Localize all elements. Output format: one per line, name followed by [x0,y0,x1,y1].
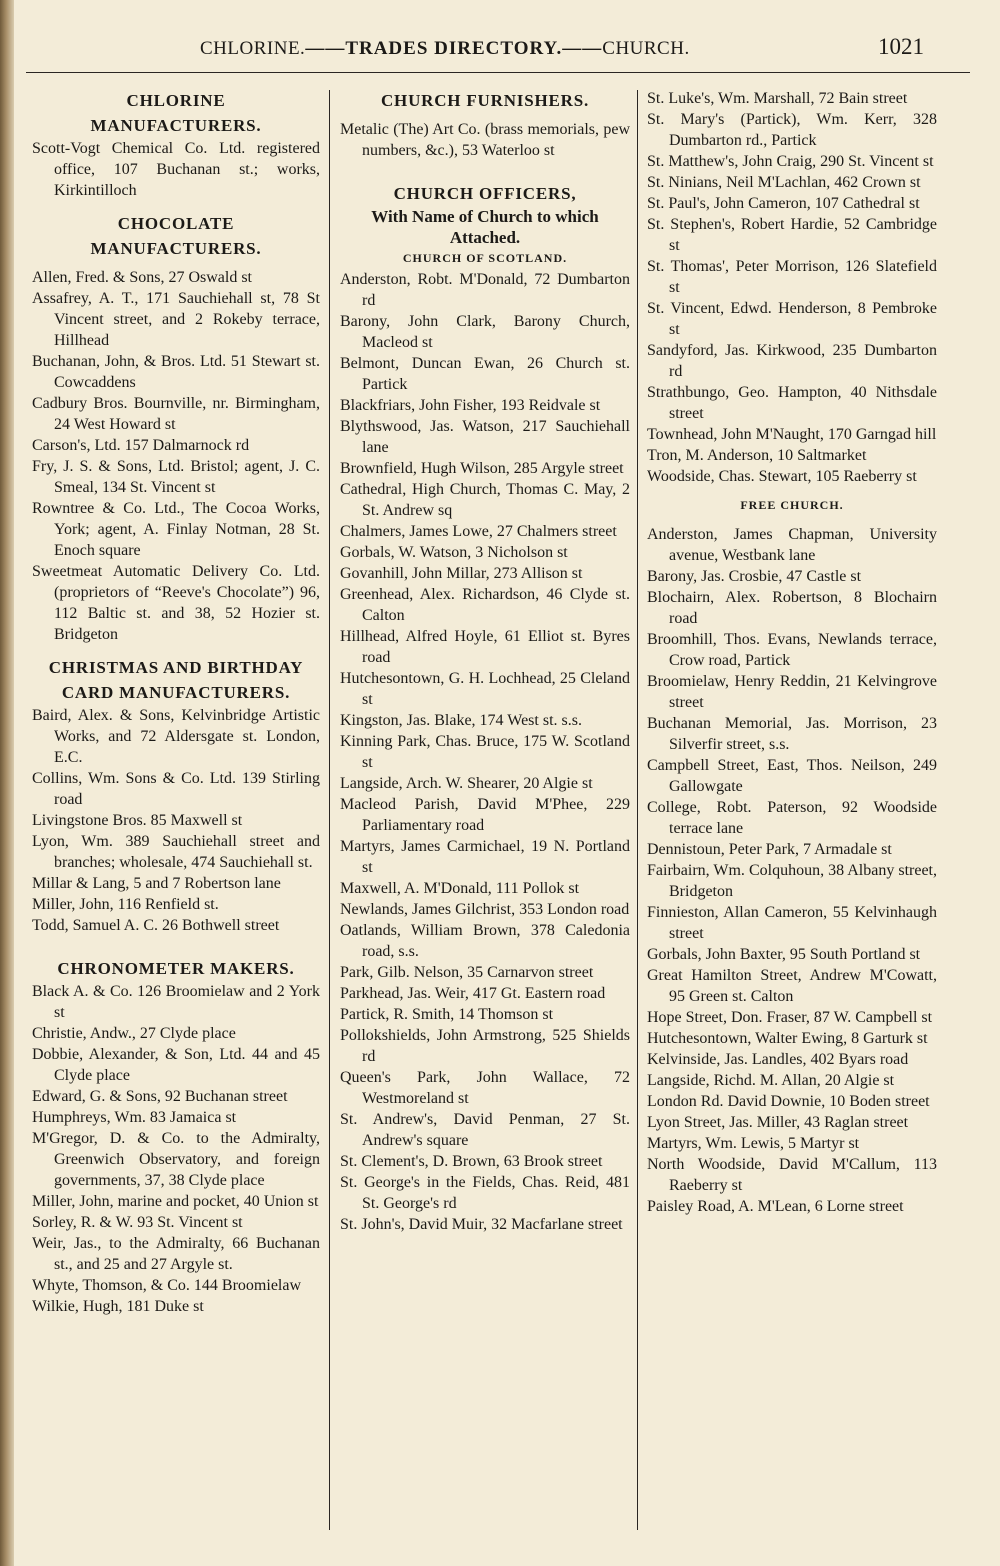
directory-entry: Cathedral, High Church, Thomas C. May, 2 St. Andrew sq [340,481,630,519]
directory-entry: Blythswood, Jas. Watson, 217 Sauchiehall lane [340,418,630,456]
directory-entry: Sorley, R. & W. 93 St. Vincent st [32,1214,243,1231]
directory-entry: Barony, Jas. Crosbie, 47 Castle st [647,568,862,585]
directory-entry: Park, Gilb. Nelson, 35 Carnarvon street [340,964,594,981]
directory-entry: Miller, John, 116 Renfield st. [32,896,219,913]
directory-entry: Collins, Wm. Sons & Co. Ltd. 139 Stirling road [32,770,320,808]
column-divider-2 [637,90,638,1530]
column-2 [340,88,630,1235]
section-heading-chocolate: CHOCOLATE [117,214,235,233]
directory-entry: Greenhead, Alex. Richardson, 46 Clyde st. Calton [340,586,630,624]
church-of-scotland-list [340,269,630,1235]
directory-entry: Martyrs, James Carmichael, 19 N. Portland st [340,838,630,876]
directory-entry: Anderston, Robt. M'Donald, 72 Dumbarton rd [340,271,630,309]
directory-entry: Gorbals, John Baxter, 95 South Portland st [647,946,921,963]
directory-entry: Fry, J. S. & Sons, Ltd. Bristol; agent, J. C. Smeal, 134 St. Vincent st [32,458,320,496]
directory-entry: Scott-Vogt Chemical Co. Ltd. registered office, 107 Buchanan st.; works, Kirkintilloch [32,140,320,199]
directory-entry: Blochairn, Alex. Robertson, 8 Blochairn road [647,589,937,627]
directory-entry: Woodside, Chas. Stewart, 105 Raeberry st [647,468,917,485]
church-officers-subheading-1: With Name of Church to which [371,207,599,226]
section-heading-chlorine-line2: MANUFACTURERS. [90,116,262,135]
directory-entry: Sweetmeat Automatic Delivery Co. Ltd. (proprietors of “Reeve's Chocolate”) 96, 112 Baltic st. and 38, 52 Hozier st. Bridgeton [32,563,320,643]
directory-entry: St. Mary's (Partick), Wm. Kerr, 328 Dumbarton rd., Partick [647,111,937,149]
directory-entry: Broomielaw, Henry Reddin, 21 Kelvingrove street [647,673,937,711]
directory-entry: Brownfield, Hugh Wilson, 285 Argyle street [340,460,624,477]
section-heading-chlorine: CHLORINE [126,91,226,110]
directory-entry: Townhead, John M'Naught, 170 Garngad hill [647,426,937,443]
directory-entry: Strathbungo, Geo. Hampton, 40 Nithsdale street [647,384,937,422]
directory-entry: Barony, John Clark, Barony Church, Macleod st [340,313,630,351]
directory-entry: Campbell Street, East, Thos. Neilson, 249 Gallowgate [647,757,937,795]
section-heading-christmas-line2: CARD MANUFACTURERS. [61,683,291,702]
directory-entry: Edward, G. & Sons, 92 Buchanan street [32,1088,288,1105]
directory-entry: North Woodside, David M'Callum, 113 Raeberry st [647,1156,937,1194]
directory-entry: Metalic (The) Art Co. (brass memorials, pew numbers, &c.), 53 Waterloo st [340,121,630,159]
directory-entry: Kelvinside, Jas. Landles, 402 Byars road [647,1051,909,1068]
christmas-list [32,705,320,936]
directory-entry: Buchanan Memorial, Jas. Morrison, 23 Silverfir street, s.s. [647,715,937,753]
header-rule [26,72,970,73]
running-head-center: ——TRADES DIRECTORY.—— [305,38,603,59]
column-1 [32,88,320,1317]
church-of-scotland-continued-list [647,88,937,487]
directory-entry: Humphreys, Wm. 83 Jamaica st [32,1109,237,1126]
directory-entry: St. Paul's, John Cameron, 107 Cathedral st [647,195,920,212]
directory-entry: Todd, Samuel A. C. 26 Bothwell street [32,917,280,934]
directory-entry: Langside, Arch. W. Shearer, 20 Algie st [340,775,593,792]
directory-entry: Kingston, Jas. Blake, 174 West st. s.s. [340,712,582,729]
directory-entry: Gorbals, W. Watson, 3 Nicholson st [340,544,568,561]
directory-entry: Sandyford, Jas. Kirkwood, 235 Dumbarton rd [647,342,937,380]
directory-entry: Pollokshields, John Armstrong, 525 Shields rd [340,1027,630,1065]
directory-entry: Macleod Parish, David M'Phee, 229 Parliamentary road [340,796,630,834]
directory-entry: Cadbury Bros. Bournville, nr. Birmingham, 24 West Howard st [32,395,320,433]
directory-entry: Livingstone Bros. 85 Maxwell st [32,812,243,829]
directory-entry: Chalmers, James Lowe, 27 Chalmers street [340,523,617,540]
directory-entry: St. Stephen's, Robert Hardie, 52 Cambridge st [647,216,937,254]
directory-entry: Hillhead, Alfred Hoyle, 61 Elliot st. Byres road [340,628,630,666]
section-heading-chronometer: CHRONOMETER MAKERS. [57,959,295,978]
subsection-heading-church-of-scotland: CHURCH OF SCOTLAND. [402,251,568,265]
directory-entry: Whyte, Thomson, & Co. 144 Broomielaw [32,1277,302,1294]
church-furnishers-list [340,119,630,161]
directory-entry: Belmont, Duncan Ewan, 26 Church st. Partick [340,355,630,393]
directory-entry: Finnieston, Allan Cameron, 55 Kelvinhaugh street [647,904,937,942]
chronometer-list [32,981,320,1317]
directory-entry: St. Ninians, Neil M'Lachlan, 462 Crown st [647,174,921,191]
directory-entry: Great Hamilton Street, Andrew M'Cowatt, 95 Green st. Calton [647,967,937,1005]
directory-entry: Millar & Lang, 5 and 7 Robertson lane [32,875,281,892]
directory-entry: St. Matthew's, John Craig, 290 St. Vincent st [647,153,934,170]
directory-entry: Black A. & Co. 126 Broomielaw and 2 York st [32,983,320,1021]
directory-entry: Newlands, James Gilchrist, 353 London road [340,901,630,918]
section-heading-church-officers: CHURCH OFFICERS, [393,184,577,203]
directory-entry: St. Clement's, D. Brown, 63 Brook street [340,1153,603,1170]
subsection-heading-free-church: FREE CHURCH. [740,498,844,512]
section-heading-chocolate-line2: MANUFACTURERS. [90,239,262,258]
directory-entry: St. George's in the Fields, Chas. Reid, 481 St. George's rd [340,1174,630,1212]
directory-entry: Parkhead, Jas. Weir, 417 Gt. Eastern road [340,985,606,1002]
directory-entry: Maxwell, A. M'Donald, 111 Pollok st [340,880,580,897]
directory-entry: St. Thomas', Peter Morrison, 126 Slatefield st [647,258,937,296]
directory-entry: Govanhill, John Millar, 273 Allison st [340,565,583,582]
directory-entry: Blackfriars, John Fisher, 193 Reidvale st [340,397,601,414]
directory-entry: Weir, Jas., to the Admiralty, 66 Buchanan st., and 25 and 27 Argyle st. [32,1235,320,1273]
chlorine-list [32,138,320,201]
directory-entry: Hutchesontown, Walter Ewing, 8 Garturk st [647,1030,928,1047]
church-officers-subheading-2: Attached. [449,228,521,247]
directory-entry: College, Robt. Paterson, 92 Woodside terrace lane [647,799,937,837]
directory-entry: Assafrey, A. T., 171 Sauchiehall st, 78 St Vincent street, and 2 Rokeby terrace, Hillhead [32,290,320,349]
directory-entry: Wilkie, Hugh, 181 Duke st [32,1298,204,1315]
directory-entry: Fairbairn, Wm. Colquhoun, 38 Albany street, Bridgeton [647,862,937,900]
directory-entry: Hutchesontown, G. H. Lochhead, 25 Cleland st [340,670,630,708]
directory-entry: Anderston, James Chapman, University avenue, Westbank lane [647,526,937,564]
free-church-list [647,524,937,1217]
directory-entry: Hope Street, Don. Fraser, 87 W. Campbell st [647,1009,933,1026]
running-head [200,38,740,60]
directory-entry: Kinning Park, Chas. Bruce, 175 W. Scotland st [340,733,630,771]
directory-entry: St. Luke's, Wm. Marshall, 72 Bain street [647,90,908,107]
directory-entry: Langside, Richd. M. Allan, 20 Algie st [647,1072,895,1089]
directory-entry: Baird, Alex. & Sons, Kelvinbridge Artistic Works, and 72 Aldersgate st. London, E.C. [32,707,320,766]
directory-entry: Queen's Park, John Wallace, 72 Westmoreland st [340,1069,630,1107]
directory-entry: Carson's, Ltd. 157 Dalmarnock rd [32,437,250,454]
directory-entry: Rowntree & Co. Ltd., The Cocoa Works, York; agent, A. Finlay Notman, 28 St. Enoch square [32,500,320,559]
directory-entry: Lyon, Wm. 389 Sauchiehall street and branches; wholesale, 474 Sauchiehall st. [32,833,320,871]
section-heading-church-furnishers: CHURCH FURNISHERS. [380,91,590,110]
directory-entry: Tron, M. Anderson, 10 Saltmarket [647,447,867,464]
directory-entry: London Rd. David Downie, 10 Boden street [647,1093,930,1110]
directory-entry: St. Andrew's, David Penman, 27 St. Andrew's square [340,1111,630,1149]
directory-entry: Partick, R. Smith, 14 Thomson st [340,1006,554,1023]
chocolate-list [32,267,320,645]
directory-entry: Allen, Fred. & Sons, 27 Oswald st [32,269,252,286]
directory-entry: Christie, Andw., 27 Clyde place [32,1025,236,1042]
running-head-right: CHURCH. [602,38,690,59]
column-divider-1 [329,90,330,1530]
directory-entry: Oatlands, William Brown, 378 Caledonia road, s.s. [340,922,630,960]
page-binding-edge [0,0,14,1566]
directory-entry: Dennistoun, Peter Park, 7 Armadale st [647,841,892,858]
running-head-left: CHLORINE. [200,38,306,59]
directory-entry: Miller, John, marine and pocket, 40 Union st [32,1193,319,1210]
directory-entry: St. Vincent, Edwd. Henderson, 8 Pembroke st [647,300,937,338]
directory-entry: St. John's, David Muir, 32 Macfarlane street [340,1216,623,1233]
directory-entry: Paisley Road, A. M'Lean, 6 Lorne street [647,1198,904,1215]
directory-entry: Dobbie, Alexander, & Son, Ltd. 44 and 45 Clyde place [32,1046,320,1084]
directory-entry: Broomhill, Thos. Evans, Newlands terrace, Crow road, Partick [647,631,937,669]
column-3 [647,88,937,1217]
directory-entry: Buchanan, John, & Bros. Ltd. 51 Stewart st. Cowcaddens [32,353,320,391]
page-number: 1021 [878,34,924,59]
directory-entry: M'Gregor, D. & Co. to the Admiralty, Greenwich Observatory, and foreign governments, 37, 38 Clyde place [32,1130,320,1189]
directory-entry: Lyon Street, Jas. Miller, 43 Raglan street [647,1114,909,1131]
directory-entry: Martyrs, Wm. Lewis, 5 Martyr st [647,1135,860,1152]
section-heading-christmas: CHRISTMAS AND BIRTHDAY [48,658,304,677]
